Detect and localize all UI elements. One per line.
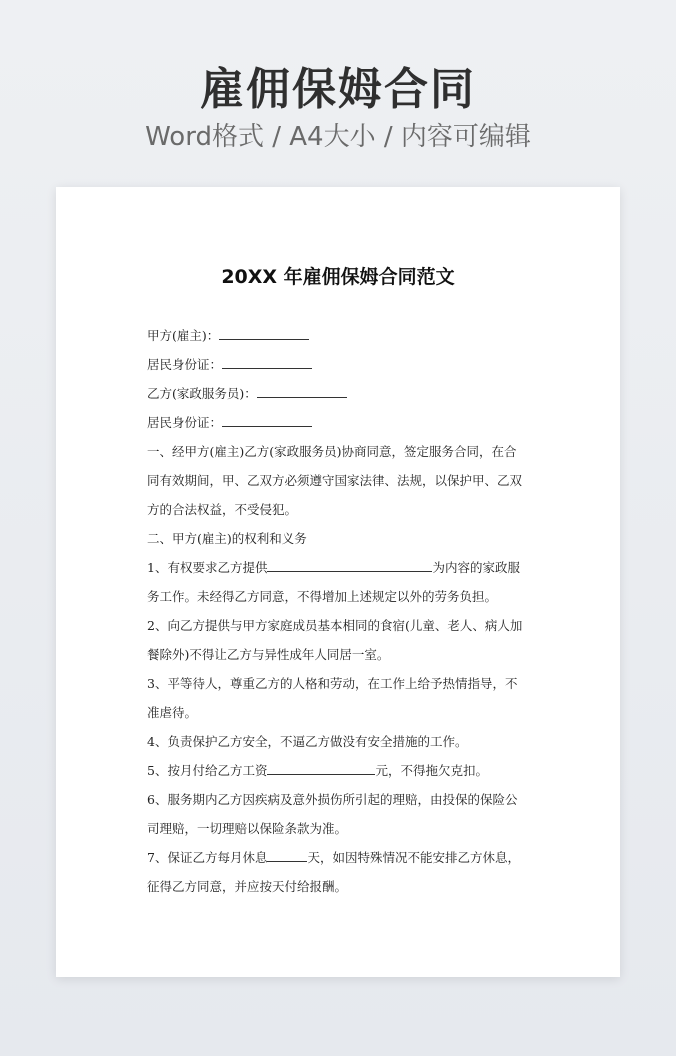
document-title: 20XX 年雇佣保姆合同范文 <box>221 266 455 288</box>
item-3-line-2: 准虐待。 <box>147 705 198 720</box>
id-card-field-2 <box>147 408 533 437</box>
item-5-suffix: 元，不得拖欠克扣。 <box>375 763 488 778</box>
section2-heading: 二、甲方(雇主)的权利和义务 <box>147 531 307 546</box>
item-7-line-1 <box>147 843 533 872</box>
item-7-prefix: 7、保证乙方每月休息 <box>147 850 268 865</box>
item-5-prefix: 5、按月付给乙方工资 <box>147 763 268 778</box>
item-6-line-2: 司理赔，一切理赔以保险条款为准。 <box>147 821 348 836</box>
item-2-line-2: 餐除外)不得让乙方与异性成年人同居一室。 <box>147 647 390 662</box>
item-1-suffix: 为内容的家政服 <box>432 560 520 575</box>
party-a-label: 甲方(雇主)： <box>147 328 220 343</box>
id-card-label-2: 居民身份证： <box>147 415 223 430</box>
banner-subtitle: Word格式 / A4大小 / 内容可编辑 <box>145 122 531 152</box>
party-a-blank[interactable] <box>219 325 309 340</box>
party-b-label: 乙方(家政服务员)： <box>147 386 257 401</box>
item-3-line-1: 3、平等待人，尊重乙方的人格和劳动，在工作上给予热情指导，不 <box>147 676 518 691</box>
id-card-blank-1[interactable] <box>222 354 312 369</box>
document-body <box>147 321 533 901</box>
item-7-suffix: 天，如因特殊情况不能安排乙方休息， <box>307 850 520 865</box>
banner-title: 雇佣保姆合同 <box>200 64 476 115</box>
item-1-prefix: 1、有权要求乙方提供 <box>147 560 268 575</box>
item-7-blank[interactable] <box>267 847 307 862</box>
id-card-blank-2[interactable] <box>222 412 312 427</box>
id-card-field-1 <box>147 350 533 379</box>
item-5-blank[interactable] <box>267 760 375 775</box>
item-4-line-1: 4、负责保护乙方安全，不逼乙方做没有安全措施的工作。 <box>147 734 468 749</box>
item-1-line-2: 务工作。未经得乙方同意，不得增加上述规定以外的劳务负担。 <box>147 589 498 604</box>
item-5-line-1 <box>147 756 533 785</box>
document-page <box>56 187 620 977</box>
section1-line-3: 方的合法权益，不受侵犯。 <box>147 502 298 517</box>
party-a-field <box>147 321 533 350</box>
party-b-field <box>147 379 533 408</box>
section1-line-2: 同有效期间，甲、乙双方必须遵守国家法律、法规，以保护甲、乙双 <box>147 473 523 488</box>
item-6-line-1: 6、服务期内乙方因疾病及意外损伤所引起的理赔，由投保的保险公 <box>147 792 518 807</box>
id-card-label-1: 居民身份证： <box>147 357 223 372</box>
item-1-line-1 <box>147 553 533 582</box>
item-7-line-2: 征得乙方同意，并应按天付给报酬。 <box>147 879 348 894</box>
item-2-line-1: 2、向乙方提供与甲方家庭成员基本相同的食宿(儿童、老人、病人加 <box>147 618 523 633</box>
section1-line-1: 一、经甲方(雇主)乙方(家政服务员)协商同意，签定服务合同，在合 <box>147 444 517 459</box>
party-b-blank[interactable] <box>257 383 347 398</box>
item-1-blank[interactable] <box>267 557 432 572</box>
